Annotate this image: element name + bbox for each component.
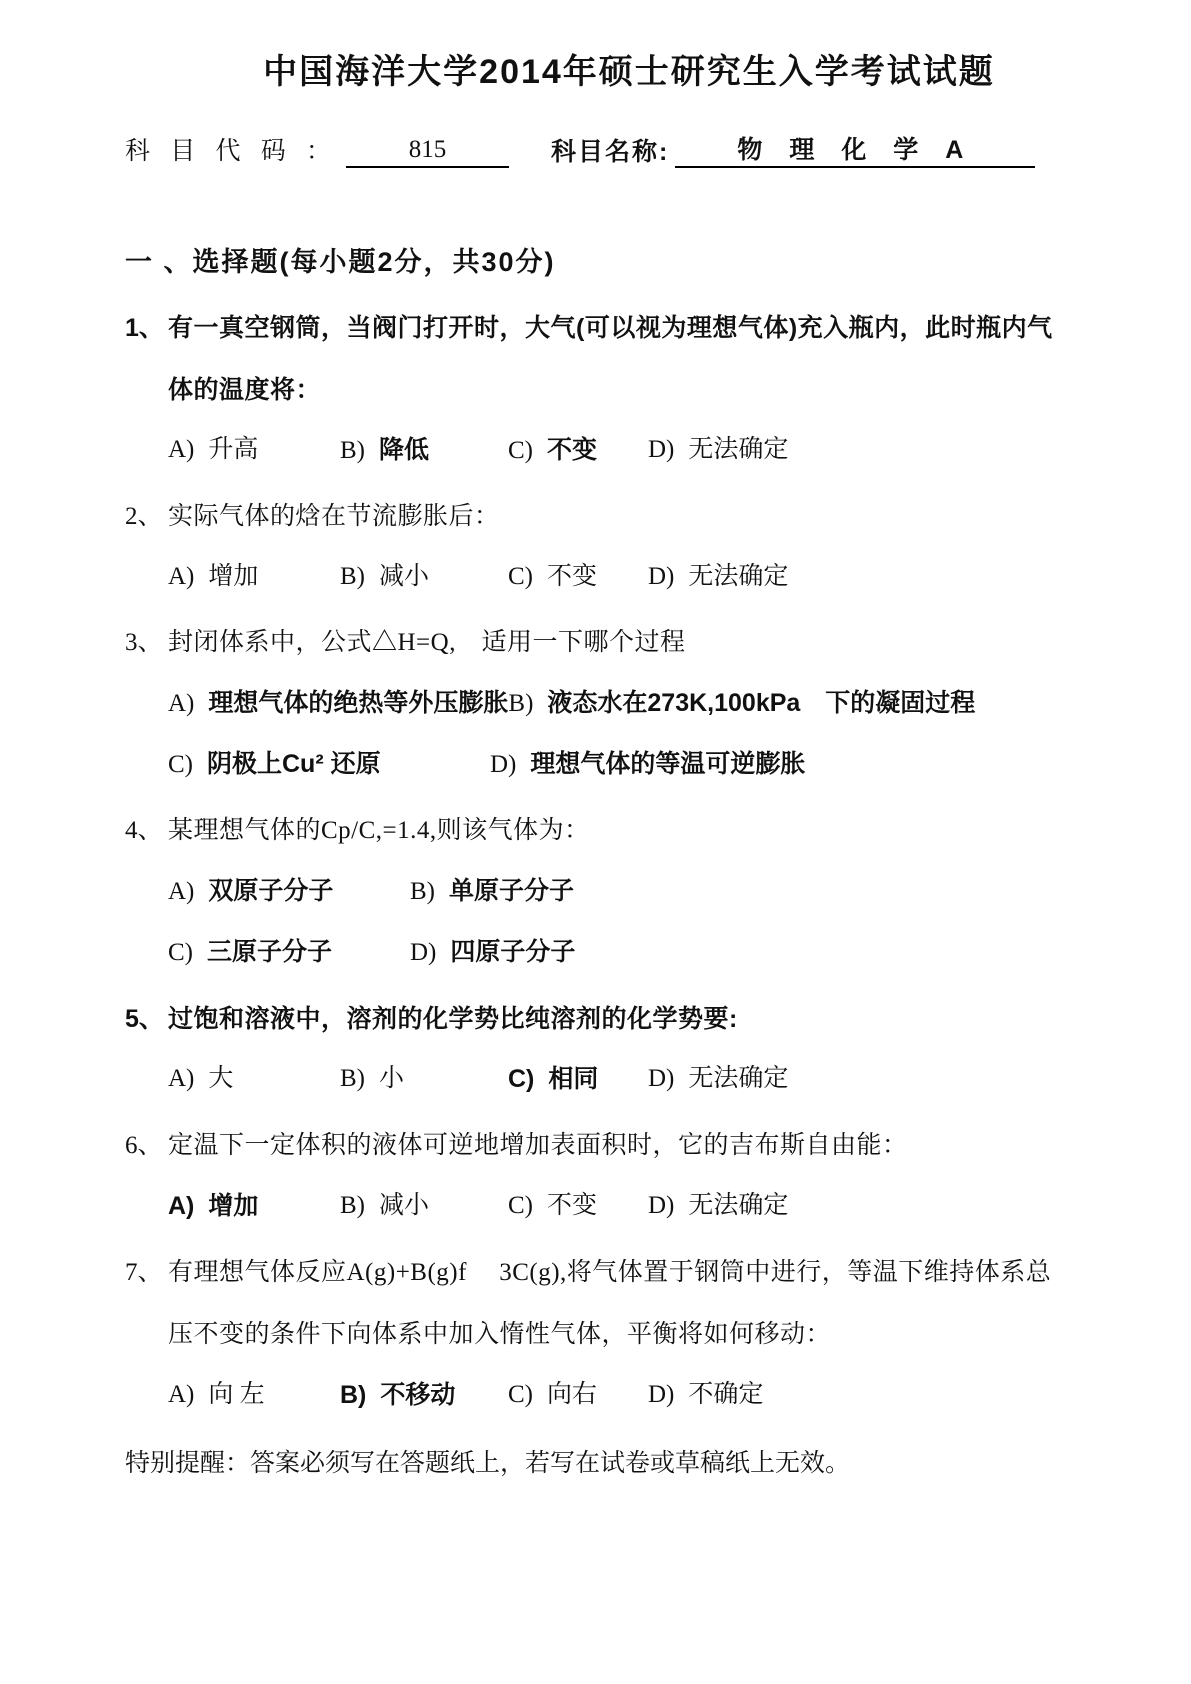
option-b [340, 1063, 508, 1096]
option-text: 双原子分子 [208, 877, 334, 905]
option-text: 无法确定 [688, 1192, 789, 1219]
question-number: 1、 [125, 314, 164, 342]
option-label: B) [340, 437, 365, 464]
option-label: D) [648, 1381, 675, 1408]
option-a [168, 434, 340, 467]
option-c [168, 748, 490, 781]
question-line [125, 815, 1133, 847]
option-text: 减小 [379, 563, 430, 590]
option-d [410, 936, 575, 969]
option-text: 升高 [208, 436, 259, 463]
option-text: 三原子分子 [207, 938, 333, 966]
option-text: 降低 [379, 436, 430, 464]
option-label: C) [508, 1065, 535, 1093]
question-number: 4、 [125, 817, 163, 844]
option-d [648, 561, 788, 593]
option-label: D) [648, 563, 675, 590]
question [125, 815, 1133, 969]
option-b [410, 875, 574, 908]
option-label: A) [168, 1381, 195, 1408]
option-text: 不变 [547, 1192, 598, 1219]
option-c [168, 936, 410, 969]
subject-meta-row [125, 134, 1133, 168]
option-b [508, 687, 975, 720]
option-b [340, 561, 508, 593]
question [125, 501, 1133, 593]
question [125, 627, 1133, 781]
option-a [168, 687, 508, 720]
option-text: 液态水在273K,100kPa 下的凝固过程 [547, 689, 976, 717]
option-c [508, 1379, 648, 1412]
option-label: D) [410, 939, 437, 966]
question [125, 1003, 1133, 1096]
question-text: 压不变的条件下向体系中加入惰性气体，平衡将如何移动： [168, 1321, 832, 1348]
option-label: D) [648, 1065, 675, 1092]
option-a [168, 1063, 340, 1096]
option-text: 增加 [208, 563, 259, 590]
options-row [168, 1379, 1133, 1412]
option-b [340, 1379, 508, 1412]
option-label: A) [168, 1065, 195, 1092]
questions [125, 312, 1133, 1412]
option-label: A) [168, 690, 195, 717]
option-text: 相同 [548, 1065, 599, 1093]
option-label: A) [168, 563, 195, 590]
subject-name-value: 物 理 化 学 A [675, 134, 1035, 168]
option-label: C) [508, 437, 533, 464]
question [125, 1130, 1133, 1223]
options-row [168, 748, 1133, 781]
option-b [340, 434, 508, 467]
options-row [168, 687, 1133, 720]
options-row [168, 434, 1133, 467]
question-line [125, 627, 1133, 659]
question-line [125, 1003, 1133, 1035]
question-text: 某理想气体的Cp/C,=1.4,则该气体为： [168, 817, 590, 844]
option-text: 无法确定 [688, 436, 789, 463]
question-number: 6、 [125, 1132, 163, 1159]
option-d [648, 1379, 763, 1412]
option-label: A) [168, 878, 195, 905]
option-label: B) [410, 878, 435, 905]
option-text: 向右 [547, 1381, 598, 1408]
option-text: 增加 [208, 1192, 259, 1220]
option-d [648, 1190, 788, 1223]
options-row [168, 1190, 1133, 1223]
option-d [490, 748, 805, 781]
option-text: 向 左 [208, 1381, 265, 1408]
option-label: D) [648, 1192, 675, 1219]
option-text: 阴极上Cu² 还原 [207, 750, 381, 778]
option-d [648, 1063, 788, 1096]
option-label: D) [490, 751, 517, 778]
option-text: 不变 [547, 563, 598, 590]
question-number: 2、 [125, 503, 163, 530]
subject-code-value: 815 [346, 134, 509, 168]
question-number-spacer [125, 1319, 168, 1351]
question-line-continued [125, 1319, 1133, 1351]
question-line [125, 501, 1133, 533]
option-label: C) [508, 563, 533, 590]
option-c [508, 1063, 648, 1096]
option-label: C) [508, 1381, 533, 1408]
question-text: 体的温度将： [168, 376, 322, 404]
option-b [340, 1190, 508, 1223]
option-text: 大 [208, 1065, 234, 1092]
question-text: 有一真空钢筒，当阀门打开时，大气(可以视为理想气体)充入瓶内，此时瓶内气 [168, 314, 1053, 342]
page-title: 中国海洋大学2014年硕士研究生入学考试试题 [263, 53, 995, 91]
footer-note: 特别提醒：答案必须写在答题纸上，若写在试卷或草稿纸上无效。 [125, 1450, 851, 1477]
option-label: C) [168, 751, 193, 778]
option-d [648, 434, 788, 467]
question-number: 7、 [125, 1259, 163, 1286]
option-a [168, 1190, 340, 1223]
option-label: B) [508, 690, 534, 717]
question-line [125, 1257, 1133, 1289]
option-text: 不移动 [380, 1381, 456, 1409]
question [125, 1257, 1133, 1412]
question-line-continued [125, 374, 1133, 406]
option-text: 理想气体的绝热等外压膨胀 [208, 689, 509, 717]
subject-name-label: 科目名称: [551, 138, 670, 166]
options-row [168, 936, 1133, 969]
option-label: B) [340, 1192, 365, 1219]
question-text: 封闭体系中，公式△H=Q, 适用一下哪个过程 [168, 629, 686, 656]
option-c [508, 561, 648, 593]
option-text: 减小 [379, 1192, 430, 1219]
option-text: 无法确定 [688, 563, 789, 590]
options-row [168, 875, 1133, 908]
option-label: B) [340, 563, 365, 590]
option-label: C) [168, 939, 193, 966]
options-row [168, 561, 1133, 593]
question-line [125, 312, 1133, 344]
option-a [168, 1379, 340, 1412]
question-number: 5、 [125, 1005, 164, 1033]
question-text: 实际气体的焓在节流膨胀后： [168, 503, 500, 530]
option-c [508, 1190, 648, 1223]
option-label: B) [340, 1065, 365, 1092]
option-a [168, 875, 410, 908]
question-line [125, 1130, 1133, 1162]
option-a [168, 561, 340, 593]
option-label: C) [508, 1192, 533, 1219]
option-c [508, 434, 648, 467]
question-text: 定温下一定体积的液体可逆地增加表面积时，它的吉布斯自由能： [168, 1132, 908, 1159]
question [125, 312, 1133, 467]
option-text: 理想气体的等温可逆膨胀 [530, 750, 806, 778]
option-text: 小 [379, 1065, 405, 1092]
option-label: D) [648, 436, 675, 463]
option-text: 四原子分子 [450, 938, 576, 966]
subject-code-label: 科 目 代 码 ： [125, 138, 339, 165]
section-header: 一 、选择题(每小题2分，共30分) [125, 247, 556, 277]
question-number-spacer [125, 374, 168, 406]
option-label: B) [340, 1381, 367, 1409]
option-text: 不确定 [688, 1381, 764, 1408]
option-text: 无法确定 [688, 1065, 789, 1092]
options-row [168, 1063, 1133, 1096]
option-label: A) [168, 1192, 195, 1220]
question-number: 3、 [125, 629, 163, 656]
option-text: 不变 [547, 436, 598, 464]
question-text: 有理想气体反应A(g)+B(g)f 3C(g),将气体置于钢筒中进行，等温下维持体系总 [168, 1259, 1052, 1286]
option-label: A) [168, 436, 195, 463]
option-text: 单原子分子 [449, 877, 575, 905]
question-text: 过饱和溶液中，溶剂的化学势比纯溶剂的化学势要: [168, 1005, 738, 1033]
